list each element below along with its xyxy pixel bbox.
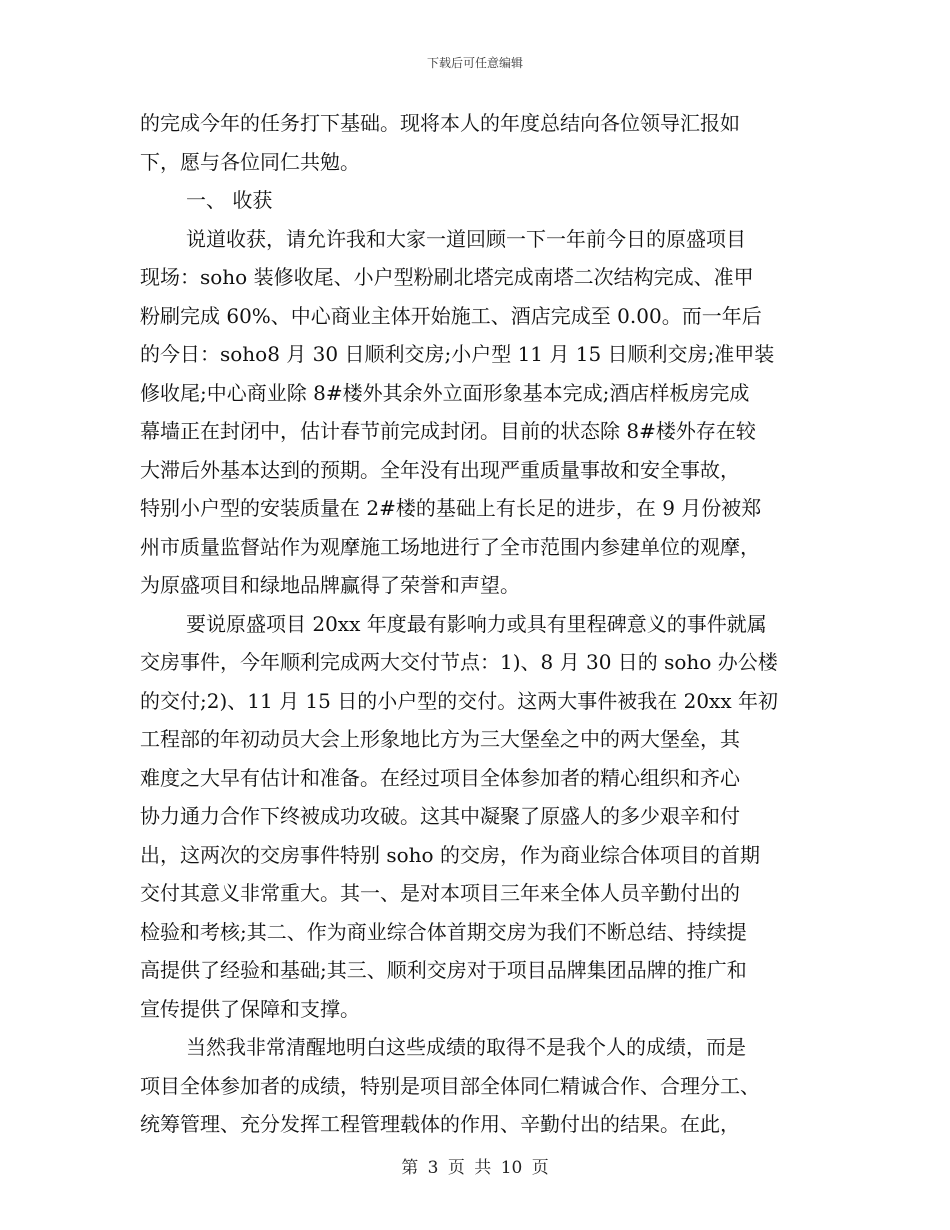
document-body [140,104,812,1144]
page-header: 下载后可任意编辑 [426,56,523,70]
text-line: 特别小户型的安装质量在 2#楼的基础上有长足的进步，在 9 月份被郑 [140,496,762,520]
text-line: 州市质量监督站作为观摩施工场地进行了全市范围内参建单位的观摩， [140,534,760,559]
text-line: 下，愿与各位同仁共勉。 [140,149,360,174]
text-line: 的完成今年的任务打下基础。现将本人的年度总结向各位领导汇报如 [140,111,740,135]
text-line: 高提供了经验和基础;其三、顺利交房对于项目品牌集团品牌的推广和 [140,958,747,982]
page-number-footer: 第 3 页 共 10 页 [401,1158,549,1178]
text-line: 的交付;2)、11 月 15 日的小户型的交付。这两大事件被我在 20xx 年初 [140,688,778,713]
text-line: 说道收获，请允许我和大家一道回顾一下一年前今日的原盛项目 [186,226,746,251]
text-line: 工程部的年初动员大会上形象地比方为三大堡垒之中的两大堡垒，其 [140,727,740,751]
text-line: 修收尾;中心商业除 8#楼外其余外立面形象基本完成;酒店样板房完成 [140,380,750,405]
section-heading: 一、 收获 [186,188,273,212]
text-line: 交付其意义非常重大。其一、是对本项目三年来全体人员辛勤付出的 [140,881,740,905]
text-line: 项目全体参加者的成绩，特别是项目部全体同仁精诚合作、合理分工、 [140,1073,760,1098]
text-line: 幕墙正在封闭中，估计春节前完成封闭。目前的状态除 8#楼外存在较 [140,419,756,443]
text-line: 检验和考核;其二、作为商业综合体首期交房为我们不断总结、持续提 [140,919,747,944]
text-line: 统筹管理、充分发挥工程管理载体的作用、辛勤付出的结果。在此， [140,1112,740,1136]
text-line: 出，这两次的交房事件特别 soho 的交房，作为商业综合体项目的首期 [140,842,760,867]
text-line: 交房事件，今年顺利完成两大交付节点：1)、8 月 30 日的 soho 办公楼 [140,650,778,674]
text-line: 为原盛项目和绿地品牌赢得了荣誉和声望。 [140,573,520,597]
text-line: 大滞后外基本达到的预期。全年没有出现严重质量事故和安全事故， [140,457,740,482]
text-line: 宣传提供了保障和支撑。 [140,996,360,1021]
text-line: 当然我非常清醒地明白这些成绩的取得不是我个人的成绩，而是 [186,1035,746,1059]
text-line: 的今日：soho8 月 30 日顺利交房;小户型 11 月 15 日顺利交房;准甲装 [140,342,775,366]
text-line: 协力通力合作下终被成功攻破。这其中凝聚了原盛人的多少艰辛和付 [140,804,740,828]
text-line: 要说原盛项目 20xx 年度最有影响力或具有里程碑意义的事件就属 [186,611,767,636]
text-line: 现场：soho 装修收尾、小户型粉刷北塔完成南塔二次结构完成、准甲 [140,265,754,289]
text-line: 难度之大早有估计和准备。在经过项目全体参加者的精心组织和齐心 [140,765,740,790]
text-line: 粉刷完成 60%、中心商业主体开始施工、酒店完成至 0.00。而一年后 [140,303,762,328]
